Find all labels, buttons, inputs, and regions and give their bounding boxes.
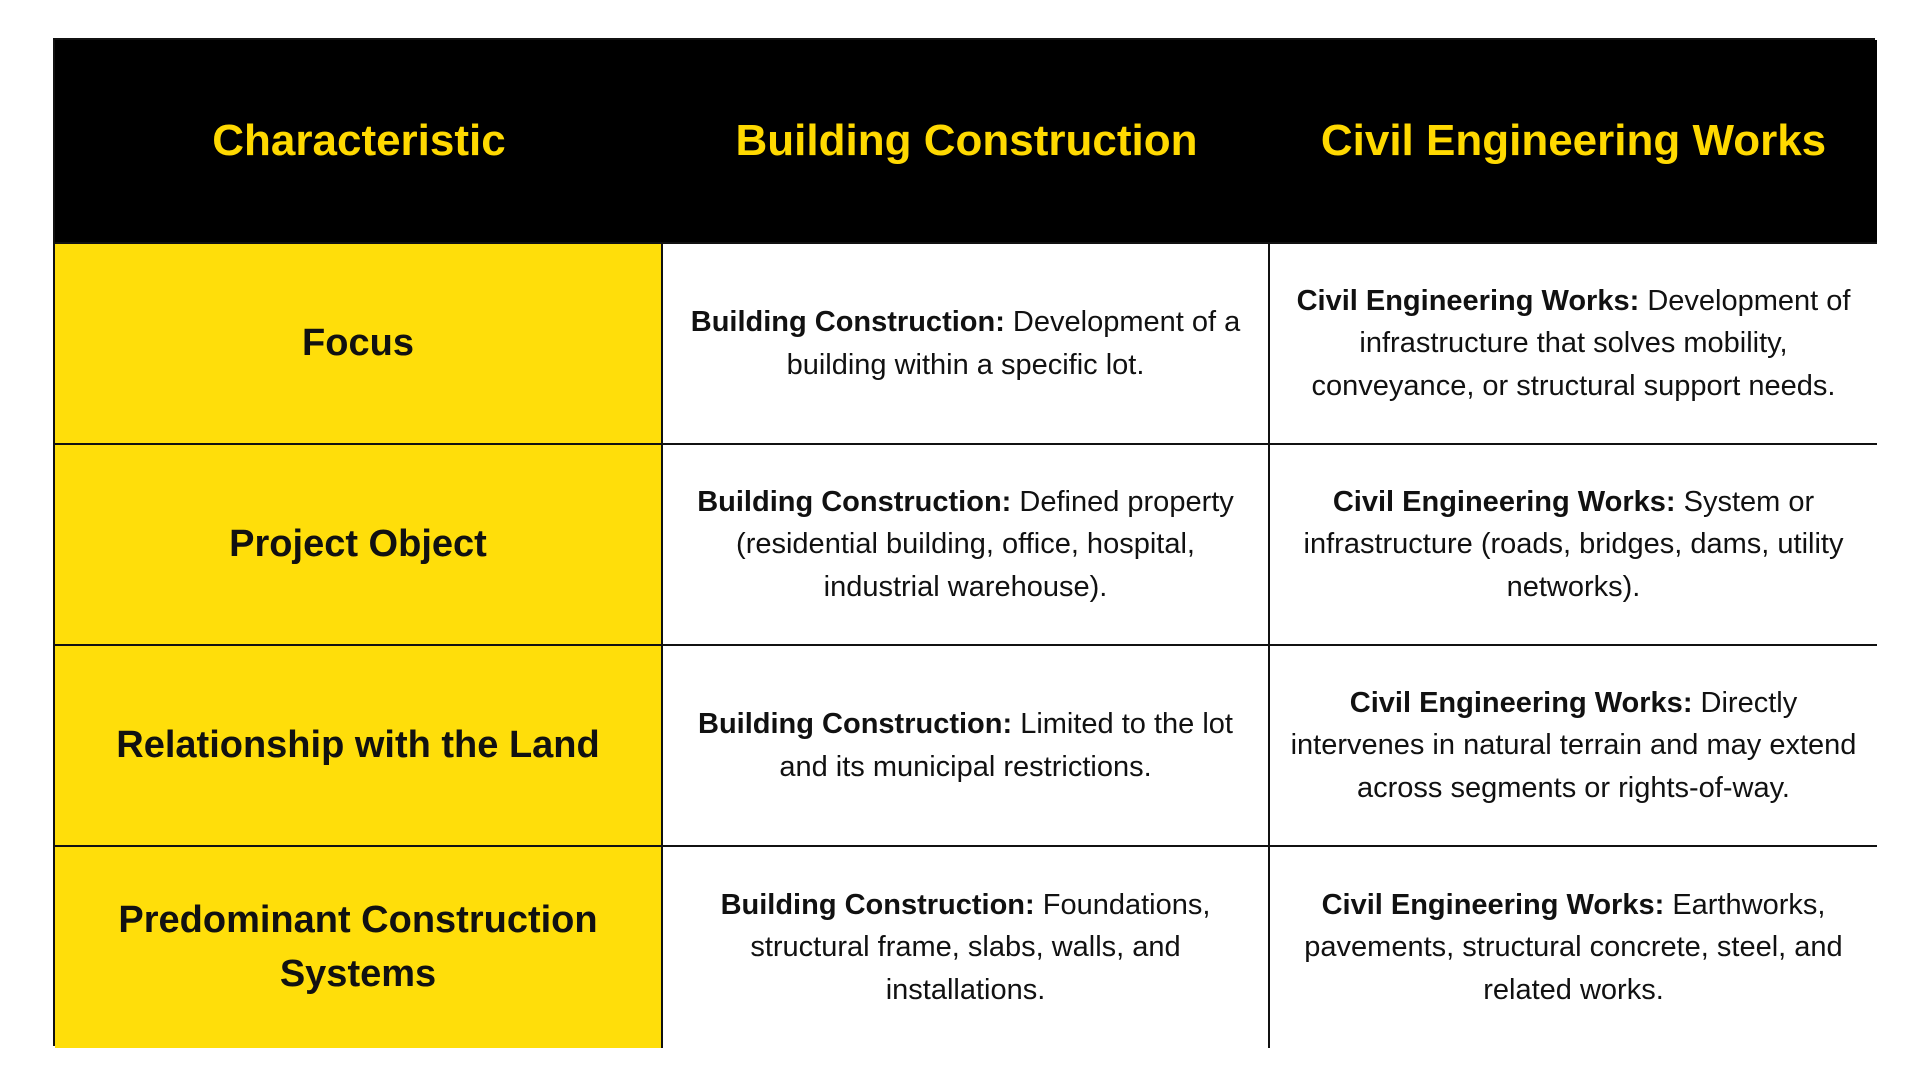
civil-lead: Civil Engineering Works: xyxy=(1349,687,1693,720)
building-lead: Building Construction: xyxy=(698,708,1013,741)
civil-lead: Civil Engineering Works: xyxy=(1332,486,1676,519)
civil-text-predominant-construction-systems xyxy=(1284,884,1863,1010)
row-label-relationship-with-land: Relationship with the Land xyxy=(55,646,663,847)
row-label-focus: Focus xyxy=(55,244,663,445)
building-detail: Development of a building within a specific lot. xyxy=(786,306,1241,381)
building-text-relationship-with-land xyxy=(677,703,1254,787)
civil-text-focus xyxy=(1284,280,1863,406)
civil-cell-focus xyxy=(1270,244,1877,445)
civil-detail: Development of infrastructure that solves mobility, conveyance, or structural support needs. xyxy=(1311,285,1851,402)
building-text-focus xyxy=(677,301,1254,385)
building-detail: Limited to the lot and its municipal restrictions. xyxy=(779,708,1233,783)
civil-text-project-object xyxy=(1284,481,1863,607)
civil-lead: Civil Engineering Works: xyxy=(1321,889,1665,922)
building-cell-relationship-with-land xyxy=(663,646,1270,847)
row-label-predominant-construction-systems: Predominant Construction Systems xyxy=(55,847,663,1048)
civil-cell-relationship-with-land xyxy=(1270,646,1877,847)
civil-detail: Earthworks, pavements, structural concrete, steel, and related works. xyxy=(1304,889,1843,1006)
building-lead: Building Construction: xyxy=(690,306,1005,339)
civil-cell-predominant-construction-systems xyxy=(1270,847,1877,1048)
civil-text-relationship-with-land xyxy=(1284,682,1863,808)
building-cell-project-object xyxy=(663,445,1270,646)
civil-detail: System or infrastructure (roads, bridges, dams, utility networks). xyxy=(1303,486,1844,603)
row-label-project-object: Project Object xyxy=(55,445,663,646)
civil-lead: Civil Engineering Works: xyxy=(1296,285,1640,318)
header-civil-engineering-works: Civil Engineering Works xyxy=(1270,40,1877,244)
header-characteristic: Characteristic xyxy=(55,40,663,244)
building-text-predominant-construction-systems xyxy=(677,884,1254,1010)
building-detail: Defined property (residential building, office, hospital, industrial warehouse). xyxy=(736,486,1234,603)
civil-cell-project-object xyxy=(1270,445,1877,646)
building-lead: Building Construction: xyxy=(697,486,1012,519)
header-building-construction: Building Construction xyxy=(663,40,1270,244)
building-text-project-object xyxy=(677,481,1254,607)
civil-detail: Directly intervenes in natural terrain and may extend across segments or rights-of-way. xyxy=(1290,687,1857,804)
building-detail: Foundations, structural frame, slabs, walls, and installations. xyxy=(750,889,1211,1006)
building-cell-predominant-construction-systems xyxy=(663,847,1270,1048)
building-lead: Building Construction: xyxy=(720,889,1035,922)
building-cell-focus xyxy=(663,244,1270,445)
comparison-table xyxy=(53,38,1875,1046)
